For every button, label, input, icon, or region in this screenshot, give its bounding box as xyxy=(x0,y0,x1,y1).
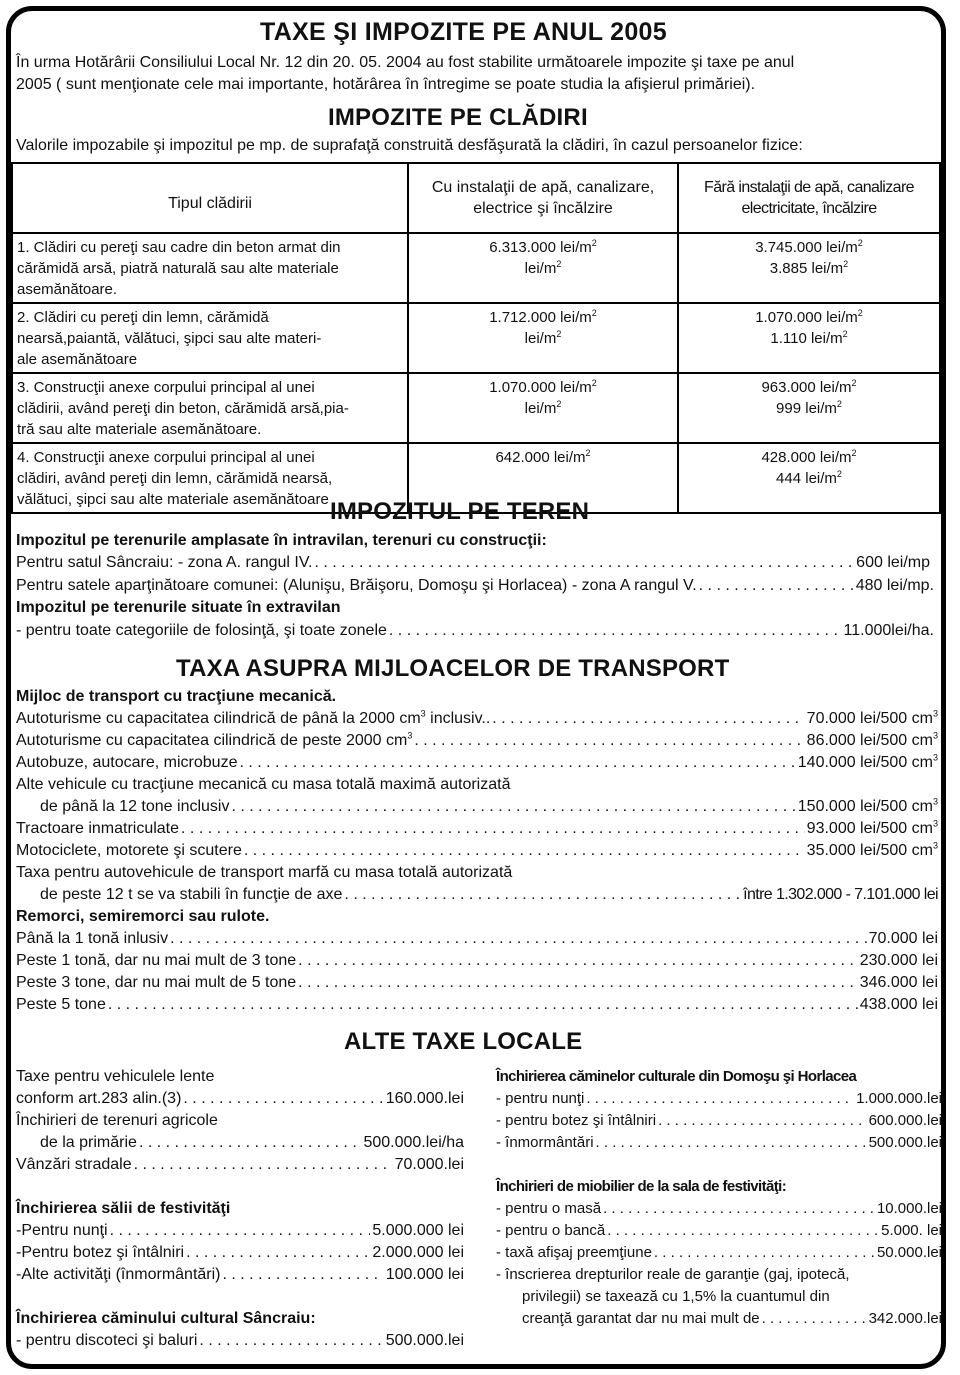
row-1-without: 3.745.000 lei/$m^2$ 3.885 lei/$m^2$ xyxy=(678,233,940,303)
page-title: TAXE ŞI IMPOZITE PE ANUL 2005 xyxy=(260,18,667,46)
trailer-4-value: 438.000 lei xyxy=(859,996,938,1013)
agri-label: de la primărie xyxy=(40,1134,137,1151)
row-4-with: 642.000 lei/$m^2$ xyxy=(408,443,678,513)
street-label: Vânzări stradale xyxy=(16,1156,132,1173)
mobilier-3-label: - taxă afişaj preemţiune xyxy=(496,1244,652,1261)
camine-row-2 xyxy=(496,1110,942,1131)
camine-1-label: - pentru nunţi xyxy=(496,1090,585,1107)
tractors-value: 93.000 lei/500 $cm^3$ xyxy=(806,818,938,837)
buses-label: Autobuze, autocare, microbuze xyxy=(16,754,238,771)
row-4-desc: 4. Construcţii anexe corpului principal al unei clădiri, având pereţi din lemn, cărămidă nearsă, vălătuci, şipci sau alte materiale asemănătoare xyxy=(12,443,408,513)
street-row xyxy=(16,1154,464,1176)
trailer-4-label: Peste 5 tone xyxy=(16,996,106,1013)
trailer-row-3 xyxy=(16,972,938,994)
camine-1-value: 1.000.000.lei xyxy=(856,1090,942,1107)
cars-big-value: 86.000 lei/500 $cm^3$ xyxy=(806,730,938,749)
trailer-row-4 xyxy=(16,994,938,1016)
agri-value: 500.000.lei/ha xyxy=(363,1134,464,1151)
row-2-with: 1.712.000 lei/$m^2$ lei/$m^2$ xyxy=(408,303,678,373)
land-line-3 xyxy=(16,620,934,642)
intravilan-title: Impozitul pe terenurile amplasate în intravilan, terenuri cu construcţii: xyxy=(16,532,547,549)
intro-line-1: În urma Hotărârii Consiliului Local Nr. 12 din 20. 05. 2004 au fost stabilite următoarele impozite şi taxe pe anul xyxy=(16,54,795,71)
transport-buses xyxy=(16,752,938,774)
intro-line-2: 2005 ( sunt menţionate cele mai importante, hotărârea în întregime se poate studia la afişierul primăriei). xyxy=(16,76,756,93)
hall-title: Închirierea sălii de festivităţi xyxy=(16,1200,231,1217)
registration-line-2: privilegii) se taxează cu 1,5% la cuantumul din xyxy=(522,1288,830,1305)
freight-label: de peste 12 t se va stabili în funcţie de axe xyxy=(40,886,343,903)
freight-value: între 1.302.000 - 7.101.000 lei xyxy=(743,886,938,903)
transport-other-vehicles xyxy=(40,796,938,818)
registration-label: creanţă garantat dar nu mai mult de xyxy=(522,1310,760,1327)
transport-heading: TAXA ASUPRA MIJLOACELOR DE TRANSPORT xyxy=(176,655,730,682)
col-type-header: Tipul clădirii xyxy=(12,163,408,233)
buildings-heading: IMPOZITE PE CLĂDIRI xyxy=(328,104,588,131)
other-vehicles-line-1: Alte vehicule cu tracţiune mecanică cu masa totală maximă autorizată xyxy=(16,776,511,793)
buildings-table xyxy=(11,162,941,514)
mobilier-row-1 xyxy=(496,1198,942,1219)
cars-small-label: Autoturisme cu capacitatea cilindrică de până la 2000 $cm^3$ inclusiv.. xyxy=(16,708,491,727)
hall-1-value: 5.000.000 lei xyxy=(372,1222,464,1239)
cars-small-value: 70.000 lei/500 $cm^3$ xyxy=(806,708,938,727)
slow-vehicles-value: 160.000.lei xyxy=(385,1090,464,1107)
other-heading: ALTE TAXE LOCALE xyxy=(344,1028,583,1055)
row-2-without: 1.070.000 lei/$m^2$ 1.110 lei/$m^2$ xyxy=(678,303,940,373)
street-value: 70.000.lei xyxy=(394,1156,464,1173)
row-3-with: 1.070.000 lei/$m^2$ lei/$m^2$ xyxy=(408,373,678,443)
col-with-header: Cu instalaţii de apă, canalizare, electrice şi încălzire xyxy=(408,163,678,233)
land-line-2-value: 480 lei/mp. xyxy=(855,577,934,594)
hall-2-label: -Pentru botez şi întâlniri xyxy=(16,1244,185,1261)
hall-row-2 xyxy=(16,1242,464,1264)
trailer-row-1 xyxy=(16,928,938,950)
slow-vehicles-row xyxy=(16,1088,464,1110)
buildings-table-header xyxy=(12,163,940,233)
row-2-desc: 2. Clădiri cu pereţi din lemn, cărămidă nearsă,paiantă, vălătuci, şipci sau alte materi- ale asemănătoare xyxy=(12,303,408,373)
mobilier-1-value: 10.000.lei xyxy=(876,1200,942,1217)
mobilier-2-label: - pentru o bancă xyxy=(496,1222,606,1239)
hall-2-value: 2.000.000 lei xyxy=(372,1244,464,1261)
registration-row xyxy=(522,1308,942,1329)
mobilier-2-value: 5.000. lei xyxy=(881,1222,942,1239)
camine-3-label: - înmormântări xyxy=(496,1134,594,1151)
camine-row-3 xyxy=(496,1132,942,1153)
freight-line-1: Taxa pentru autovehicule de transport marfă cu masa totală autorizată xyxy=(16,864,513,881)
mobilier-title: Închirieri de miobilier de la sala de festivităţi: xyxy=(496,1178,787,1195)
moto-label: Motociclete, motorete şi scutere xyxy=(16,842,242,859)
land-line-2-label: Pentru satele aparţinătoare comunei: (Alunişu, Brăişoru, Domoşu şi Horlacea) - zona A rangul V. xyxy=(16,577,697,594)
mobilier-3-value: 50.000.lei xyxy=(876,1244,942,1261)
row-1-with: 6.313.000 lei/$m^2$ lei/$m^2$ xyxy=(408,233,678,303)
mobilier-1-label: - pentru o masă xyxy=(496,1200,602,1217)
transport-cars-big xyxy=(16,730,938,752)
row-3-desc: 3. Construcţii anexe corpului principal al unei clădirii, având pereţi din beton, cărămidă arsă,pia- tră sau alte materiale asemănătoare. xyxy=(12,373,408,443)
table-row xyxy=(12,233,940,303)
camine-3-value: 500.000.lei xyxy=(868,1134,942,1151)
camine-row-1 xyxy=(496,1088,942,1109)
moto-value: 35.000 lei/500 $cm^3$ xyxy=(806,840,938,859)
mobilier-row-3 xyxy=(496,1242,942,1263)
extravilan-title: Impozitul pe terenurile situate în extravilan xyxy=(16,599,341,616)
hall-row-1 xyxy=(16,1220,464,1242)
registration-line-1: - înscrierea drepturilor reale de garanţie (gaj, ipotecă, xyxy=(496,1266,850,1283)
trailer-3-label: Peste 3 tone, dar nu mai mult de 5 tone xyxy=(16,974,297,991)
transport-tractors xyxy=(16,818,938,840)
table-row xyxy=(12,303,940,373)
mobilier-row-2 xyxy=(496,1220,942,1241)
buildings-subtitle: Valorile impozabile şi impozitul pe mp. de suprafaţă construită desfăşurată la clădiri, în cazul persoanelor fizice: xyxy=(16,137,803,154)
col-without-header: Fără instalaţii de apă, canalizare electricitate, încălzire xyxy=(678,163,940,233)
cars-big-label: Autoturisme cu capacitatea cilindrică de peste 2000 $cm^3$ xyxy=(16,730,413,749)
agri-line-1: Închirieri de terenuri agricole xyxy=(16,1112,218,1129)
transport-cars-small xyxy=(16,708,938,730)
trailer-1-label: Până la 1 tonă inlusiv xyxy=(16,930,169,947)
camine-2-label: - pentru botez şi întâlniri xyxy=(496,1112,657,1129)
sancraiu-1-value: 500.000.lei xyxy=(385,1332,464,1349)
row-3-without: 963.000 lei/$m^2$ 999 lei/$m^2$ xyxy=(678,373,940,443)
motor-title: Mijloc de transport cu tracţiune mecanică. xyxy=(16,688,337,705)
trailer-3-value: 346.000 lei xyxy=(859,974,938,991)
trailer-row-2 xyxy=(16,950,938,972)
land-heading: IMPOZITUL PE TEREN xyxy=(330,498,590,525)
trailer-2-value: 230.000 lei xyxy=(859,952,938,969)
row-4-without: 428.000 lei/$m^2$ 444 lei/$m^2$ xyxy=(678,443,940,513)
hall-1-label: -Pentru nunţi xyxy=(16,1222,108,1239)
land-line-2 xyxy=(16,575,934,597)
hall-3-label: -Alte activităţi (înmormântări) xyxy=(16,1266,221,1283)
table-row xyxy=(12,373,940,443)
camine-2-value: 600.000.lei xyxy=(868,1112,942,1129)
row-1-desc: 1. Clădiri cu pereţi sau cadre din beton armat din cărămidă arsă, piatră naturală sau alte materiale asemănătoare. xyxy=(12,233,408,303)
tractors-label: Tractoare inmatriculate xyxy=(16,820,180,837)
hall-row-3 xyxy=(16,1264,464,1286)
trailers-title: Remorci, semiremorci sau rulote. xyxy=(16,908,270,925)
sancraiu-row-1 xyxy=(16,1330,464,1352)
sancraiu-1-label: - pentru discoteci şi baluri xyxy=(16,1332,198,1349)
land-line-3-label: - pentru toate categoriile de folosinţă, şi toate zonele xyxy=(16,622,387,639)
buses-value: 140.000 lei/500 $cm^3$ xyxy=(797,752,938,771)
sancraiu-title: Închirierea căminului cultural Sâncraiu: xyxy=(16,1310,316,1327)
transport-moto xyxy=(16,840,938,862)
slow-vehicles-line-1: Taxe pentru vehiculele lente xyxy=(16,1068,215,1085)
registration-value: 342.000.lei xyxy=(868,1310,942,1327)
trailer-2-label: Peste 1 tonă, dar nu mai mult de 3 tone xyxy=(16,952,297,969)
transport-freight xyxy=(40,884,938,906)
other-vehicles-value: 150.000 lei/500 $cm^3$ xyxy=(797,796,938,815)
land-line-3-value: 11.000lei/ha. xyxy=(843,622,934,639)
slow-vehicles-label: conform art.283 alin.(3) xyxy=(16,1090,182,1107)
land-line-1-value: 600 lei/mp xyxy=(856,554,930,571)
hall-3-value: 100.000 lei xyxy=(385,1266,464,1283)
agri-row xyxy=(40,1132,464,1154)
other-vehicles-label: de până la 12 tone inclusiv xyxy=(40,798,230,815)
land-line-1-label: Pentru satul Sâncraiu: - zona A. rangul IV. xyxy=(16,554,313,571)
trailer-1-value: 70.000 lei xyxy=(868,930,938,947)
land-line-1 xyxy=(16,552,930,574)
camine-title: Închirierea căminelor culturale din Domoşu şi Horlacea xyxy=(496,1068,857,1085)
